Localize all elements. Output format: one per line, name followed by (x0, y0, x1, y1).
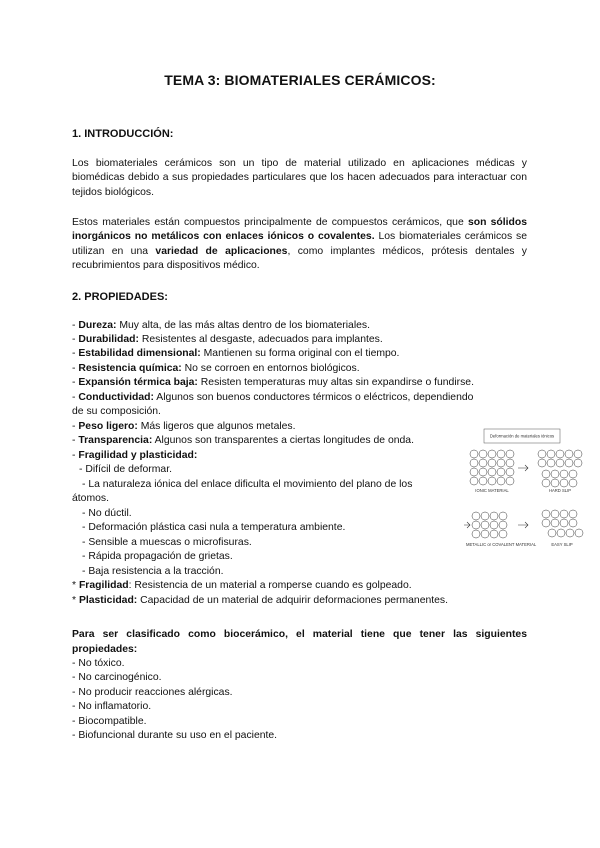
biocer-item: - Biocompatible. (72, 716, 147, 727)
ionic-material-lattice (470, 450, 514, 485)
property-text: No se corroen en entornos biológicos. (181, 363, 360, 374)
property-item: - Peso ligero: Más ligeros que algunos metales. (72, 421, 296, 432)
intro-paragraph-2 (72, 216, 527, 273)
intro-p2-bold-d: variedad de aplicaciones (155, 245, 288, 257)
property-item: - Resistencia química: No se corroen en entornos biológicos. (72, 363, 360, 374)
property-item: - Dureza: Muy alta, de las más altas dentro de los biomateriales. (72, 320, 371, 331)
property-item: - Fragilidad y plasticidad: (72, 450, 198, 461)
page-title: TEMA 3: BIOMATERIALES CERÁMICOS: (164, 72, 436, 88)
slip-diagram-svg (462, 428, 586, 556)
biocer-item: - Biofuncional durante su uso en el paciente. (72, 730, 278, 741)
biocer-item: - No tóxico. (72, 658, 125, 669)
fragilidad-subitem: - Difícil de deformar. (79, 464, 172, 475)
definition-plasticidad: * Plasticidad: Capacidad de un material de adquirir deformaciones permanentes. (72, 595, 449, 606)
property-label: Conductividad: (78, 392, 154, 403)
property-text: Resisten temperaturas muy altas sin expandirse o fundirse. (197, 377, 474, 388)
figure-label-metallic: METALLIC or COVALENT MATERIAL (466, 542, 537, 547)
arrow-right-icon (518, 465, 528, 471)
definition-label: Fragilidad (78, 580, 129, 591)
property-label: Transparencia: (78, 435, 153, 446)
property-continuation: de su composición. (72, 406, 161, 417)
property-label: Durabilidad: (78, 334, 139, 345)
property-text: Muy alta, de las más altas dentro de los biomateriales. (116, 320, 371, 331)
property-text: Resistentes al desgaste, adecuados para implantes. (138, 334, 383, 345)
property-item: - Durabilidad: Resistentes al desgaste, adecuados para implantes. (72, 334, 383, 345)
biocer-item: - No producir reacciones alérgicas. (72, 687, 233, 698)
fragilidad-subitem: - No dúctil. (82, 508, 132, 519)
definition-text: Capacidad de un material de adquirir deformaciones permanentes. (137, 595, 449, 606)
metallic-material-lattice (472, 512, 507, 538)
property-label: Peso ligero: (78, 421, 138, 432)
figure-label-easy-slip: EASY SLIP (551, 542, 573, 547)
easy-slip-lattice (542, 510, 583, 537)
property-item: - Expansión térmica baja: Resisten temperaturas muy altas sin expandirse o fundirse. (72, 377, 474, 388)
property-label: Resistencia química: (78, 363, 182, 374)
definition-label: Plasticidad: (78, 595, 138, 606)
biocer-heading-line-2: propiedades: (72, 644, 138, 655)
intro-p2-bold-b: son sólidos inorgánicos no metálicos con enlaces iónicos o covalentes. (72, 217, 527, 243)
figure-label-hard-slip: HARD SLIP (548, 488, 572, 493)
arrow-right-icon (464, 522, 470, 528)
definition-fragilidad: * Fragilidad: Resistencia de un material a romperse cuando es golpeado. (72, 580, 412, 591)
intro-p2-text-e: , como implantes médicos, prótesis dentales y recubrimientos para dispositivos médico. (72, 245, 528, 271)
fragilidad-subitem-continuation: átomos. (72, 493, 109, 504)
property-text: Algunos son buenos conductores térmicos o eléctricos, dependiendo (153, 392, 474, 403)
intro-p2-text-a: Estos materiales están compuestos principalmente de compuestos cerámicos, que (72, 217, 468, 228)
fragilidad-subitem: - Sensible a muescas o microfisuras. (82, 537, 252, 548)
intro-paragraph-1: Los biomateriales cerámicos son un tipo de material utilizado en aplicaciones médicas y biomédicas debido a sus propiedades particulares que los hacen adecuados para interactuar con tejidos biológicos. (72, 158, 527, 198)
figure-label-ionic: IONIC MATERIAL (475, 488, 509, 493)
biocer-item: - No carcinogénico. (72, 672, 162, 683)
arrow-right-icon (518, 522, 528, 528)
fragilidad-subitem: - Deformación plástica casi nula a temperatura ambiente. (82, 522, 346, 533)
fragilidad-subitem: - La naturaleza iónica del enlace dificulta el movimiento del plano de los (82, 479, 413, 490)
figure-caption-top: Deformación de materiales iónicos (489, 433, 555, 439)
biocer-heading-line-1: Para ser clasificado como biocerámico, el material tiene que tener las siguientes (72, 629, 527, 640)
fragilidad-subitem: - Rápida propagación de grietas. (82, 551, 233, 562)
intro-p2-text-c: Los biomateriales cerámicos se utilizan en una (72, 231, 527, 257)
property-item: - Conductividad: Algunos son buenos conductores térmicos o eléctricos, dependiendo (72, 392, 474, 403)
biocer-item: - No inflamatorio. (72, 701, 152, 712)
section-heading-propiedades: 2. PROPIEDADES: (72, 291, 168, 303)
property-item: - Estabilidad dimensional: Mantienen su forma original con el tiempo. (72, 348, 400, 359)
property-label: Estabilidad dimensional: (78, 348, 201, 359)
property-text: Algunos son transparentes a ciertas longitudes de onda. (152, 435, 414, 446)
property-label: Expansión térmica baja: (78, 377, 198, 388)
fragilidad-subitem: - Baja resistencia a la tracción. (82, 566, 224, 577)
section-heading-introduccion: 1. INTRODUCCIÓN: (72, 128, 174, 140)
slip-diagram-figure (462, 428, 586, 556)
definition-text: : Resistencia de un material a romperse cuando es golpeado. (128, 580, 412, 591)
property-text: Mantienen su forma original con el tiempo. (200, 348, 400, 359)
property-item: - Transparencia: Algunos son transparentes a ciertas longitudes de onda. (72, 435, 414, 446)
hard-slip-lattice (538, 450, 582, 487)
property-text: Más ligeros que algunos metales. (137, 421, 296, 432)
property-label: Dureza: (78, 320, 117, 331)
property-label: Fragilidad y plasticidad: (78, 450, 198, 461)
